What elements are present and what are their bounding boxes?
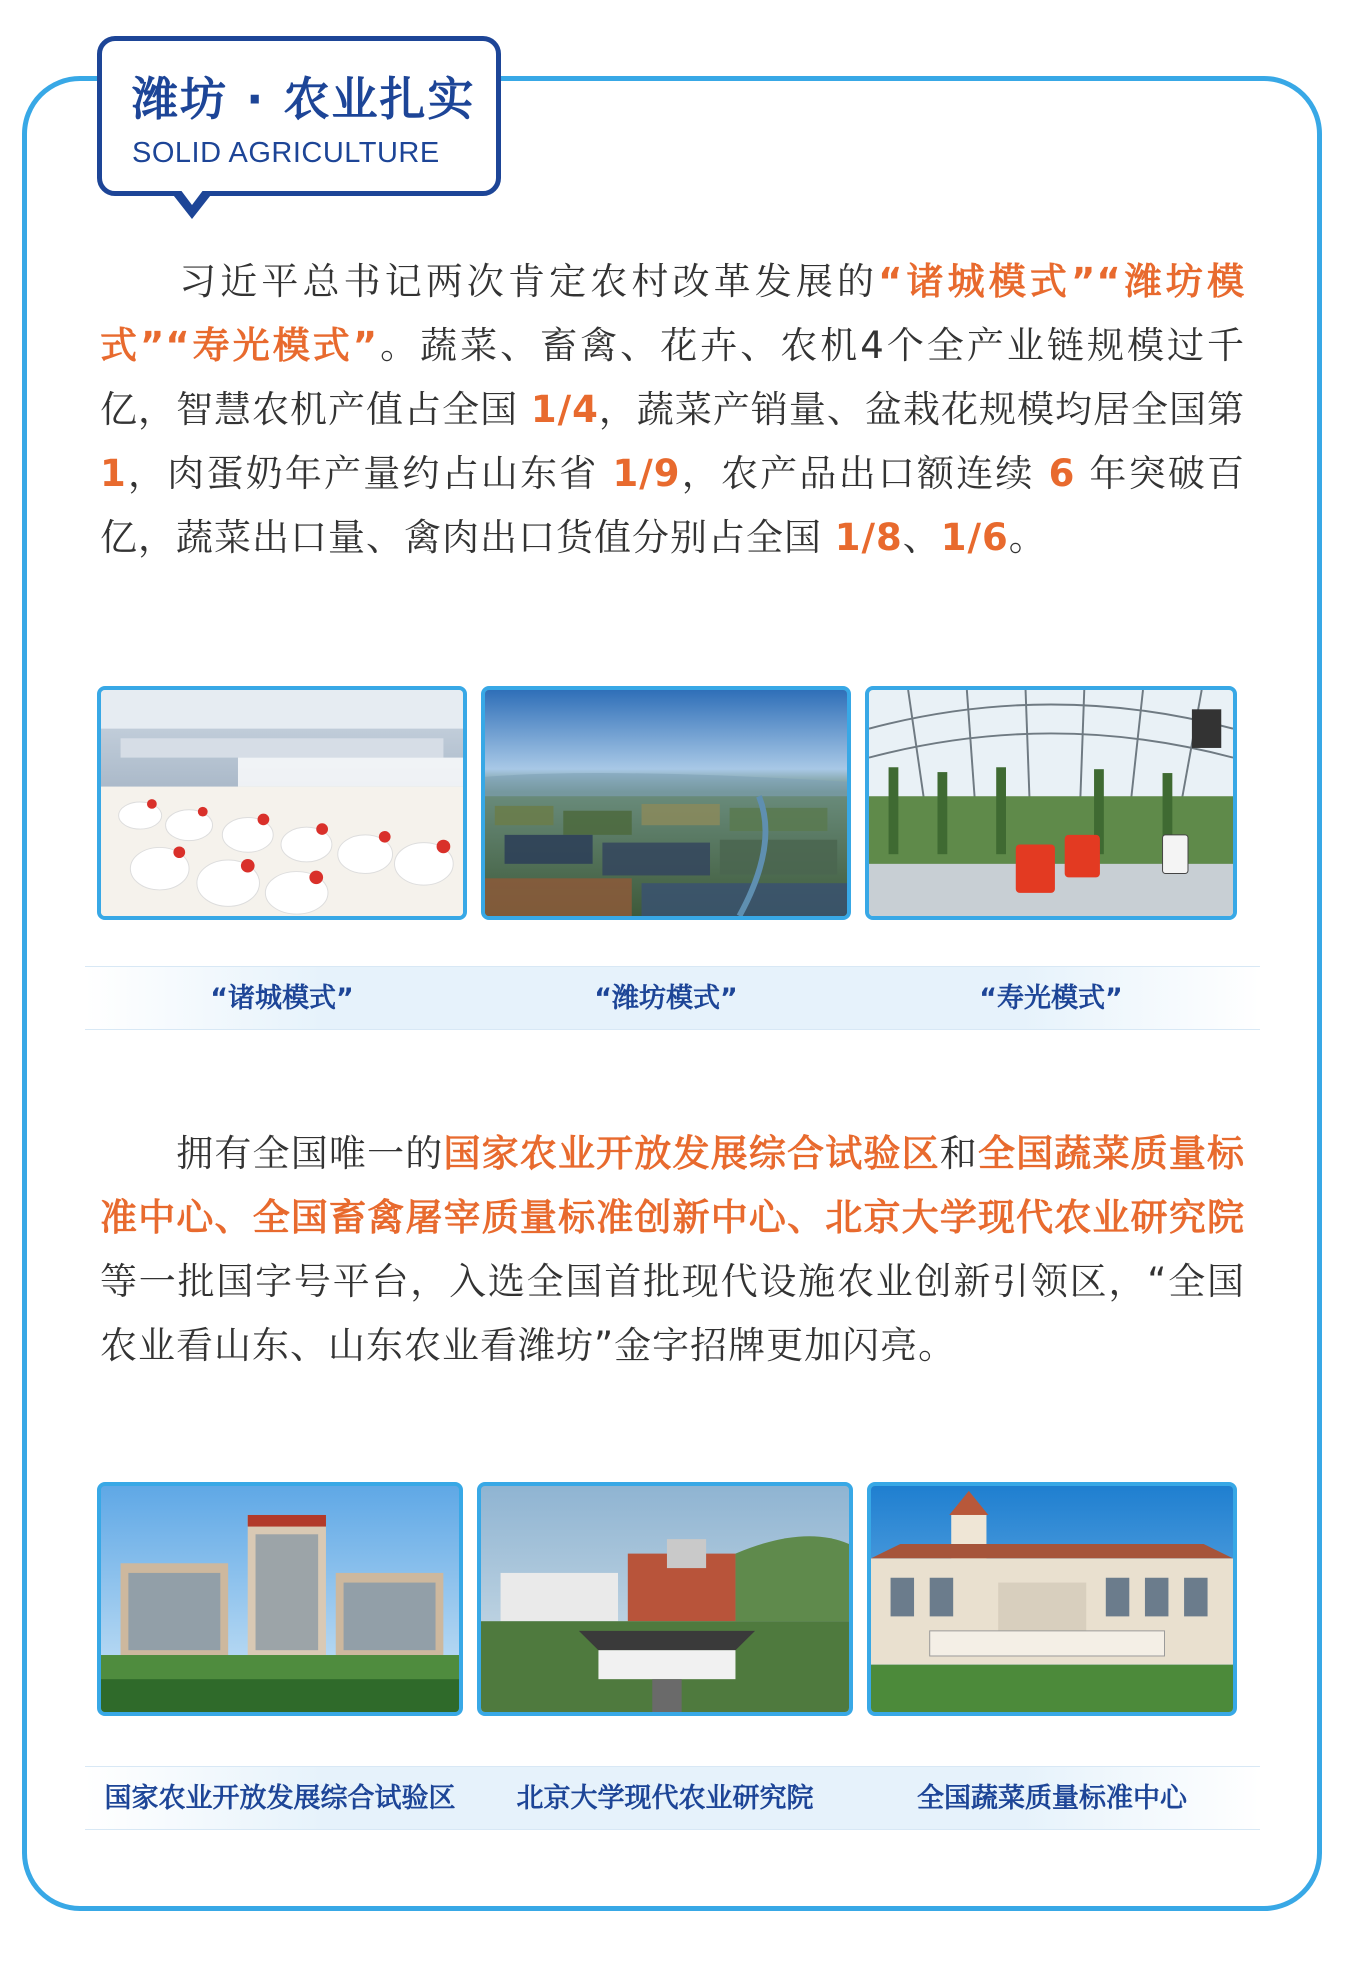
aerial-farmland-photo: [481, 686, 851, 920]
body-text: ，肉蛋奶年产量约占山东省: [126, 452, 613, 495]
caption-pku-institute: 北京大学现代农业研究院: [516, 1783, 814, 1814]
section-subtitle: SOLID AGRICULTURE: [132, 137, 440, 169]
photo-row-1: [97, 686, 1247, 920]
caption-open-development-zone: 国家农业开放发展综合试验区: [104, 1783, 456, 1814]
body-text: ，蔬菜产销量、盆栽花规模均居全国第: [598, 388, 1246, 431]
caption-band-2: [85, 1766, 1260, 1830]
body-text: 习近平总书记两次肯定农村改革发展的: [176, 260, 879, 303]
highlight-text: 6: [1048, 452, 1076, 495]
caption-zhucheng: “诸城模式”: [210, 983, 354, 1014]
body-text: 。蔬菜、畜禽、花卉、农机4个全产业链规模过千亿，智慧农机产值占全国: [100, 324, 1245, 431]
photo-row-2: [97, 1482, 1247, 1716]
speech-bubble-tail: [170, 191, 214, 219]
body-text: 。: [1008, 516, 1047, 559]
body-text: 年突破百亿，蔬菜出口量、禽肉出口货值分别占全国: [100, 452, 1245, 559]
body-text: 拥有全国唯一的: [176, 1132, 444, 1175]
poultry-farm-photo: [97, 686, 467, 920]
highlight-text: 全国蔬菜质量标准中心、全国畜禽屠宰质量标准创新中心、北京大学现代农业研究院: [100, 1132, 1246, 1239]
body-text: ，农产品出口额连续: [680, 452, 1049, 495]
caption-band-1: [85, 966, 1260, 1030]
platform-paragraph: [100, 1122, 1245, 1378]
highlight-text: 1: [100, 452, 127, 495]
indent: [100, 260, 176, 303]
highlight-text: 1/6: [940, 516, 1009, 559]
highlight-text: 1/4: [530, 388, 599, 431]
caption-vegetable-standard-center: 全国蔬菜质量标准中心: [917, 1783, 1187, 1814]
research-institute-photo: [477, 1482, 853, 1716]
body-text: 、: [902, 516, 941, 559]
greenhouse-robot-photo: [865, 686, 1237, 920]
section-title: 潍坊 · 农业扎实: [132, 72, 476, 126]
highlight-text: 国家农业开放发展综合试验区: [443, 1132, 940, 1175]
body-text: 等一批国字号平台，入选全国首批现代设施农业创新引领区，“全国农业看山东、山东农业看潍坊”金字招牌更加闪亮。: [100, 1260, 1245, 1367]
standard-center-building-photo: [867, 1482, 1237, 1716]
indent: [100, 1132, 176, 1175]
section-title-badge: [97, 36, 501, 196]
caption-weifang: “潍坊模式”: [594, 983, 738, 1014]
caption-shouguang: “寿光模式”: [979, 983, 1123, 1014]
highlight-text: “诸城模式”“潍坊模式”“寿光模式”: [100, 260, 1245, 367]
highlight-text: 1/8: [834, 516, 903, 559]
office-buildings-photo: [97, 1482, 463, 1716]
intro-paragraph: [100, 250, 1245, 570]
highlight-text: 1/9: [612, 452, 681, 495]
body-text: 和: [939, 1132, 978, 1175]
